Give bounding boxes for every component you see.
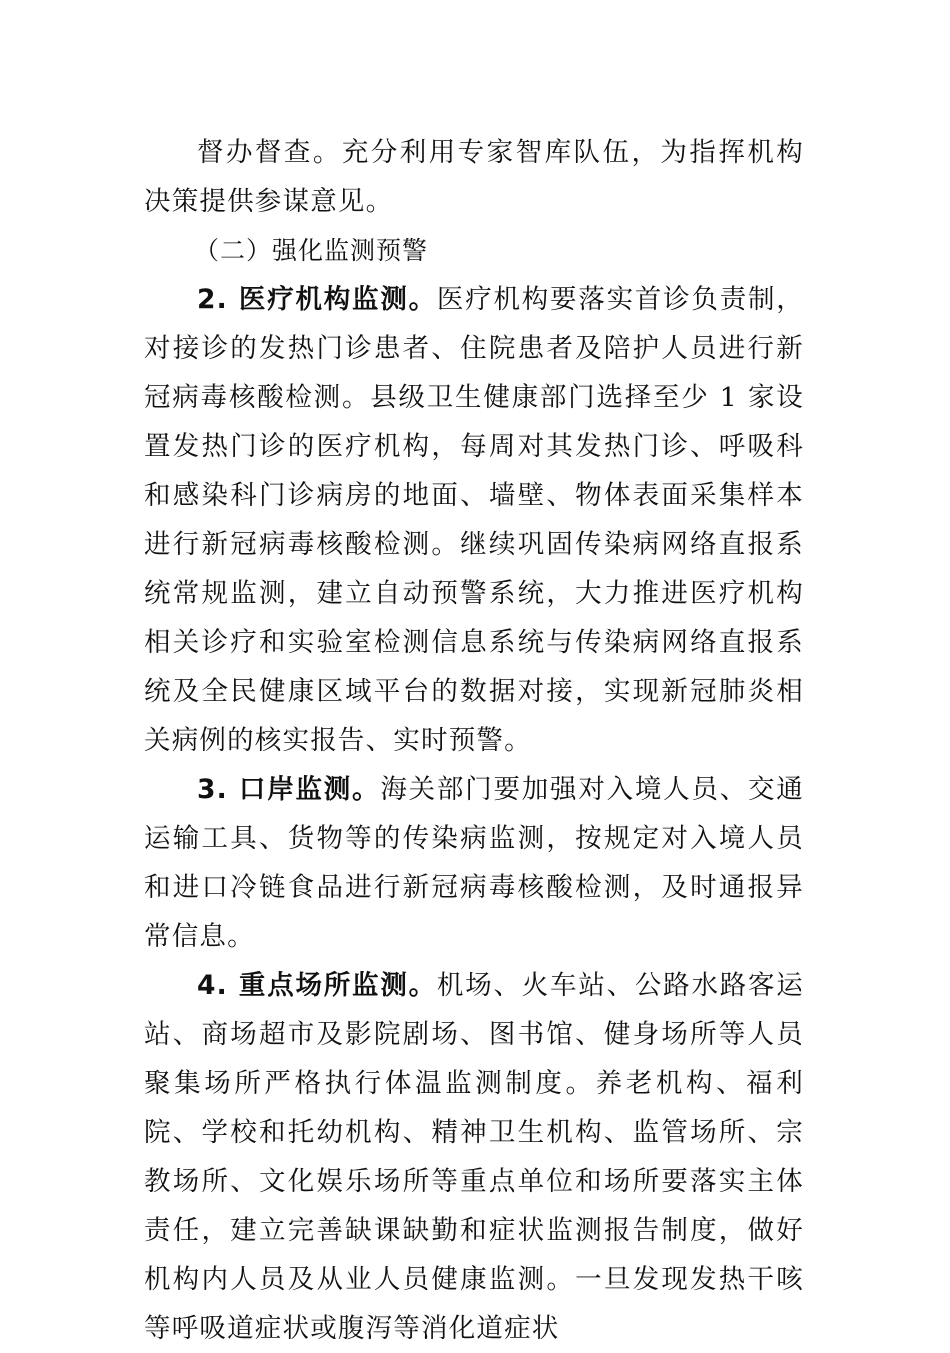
document-body [144,128,804,1353]
paragraph-lead: 3. 口岸监测。 [197,774,381,805]
paragraph-lead: 2. 医疗机构监测。 [197,284,437,315]
paragraph-text: 医疗机构要落实首诊负责制，对接诊的发热门诊患者、住院患者及陪护人员进行新冠病毒核酸检测。县级卫生健康部门选择至少 1 家设置发热门诊的医疗机构，每周对其发热门诊、呼吸科和感染科门诊病房的地面、墙壁、物体表面采集样本进行新冠病毒核酸检测。继续巩固传染病网络直报系统常规监测，建立自动预警系统，大力推进医疗机构相关诊疗和实验室检测信息系统与传染病网络直报系统及全民健康区域平台的数据对接，实现新冠肺炎相关病例的核实报告、实时预警。 [144,284,804,756]
paragraph-text: 督办督查。充分利用专家智库队伍，为指挥机构决策提供参谋意见。 [144,137,804,217]
paragraph-supervision [144,128,804,226]
section-heading [144,226,804,275]
section-heading-text: （二）强化监测预警 [194,236,429,265]
paragraph-text: 海关部门要加强对入境人员、交通运输工具、货物等的传染病监测，按规定对入境人员和进口冷链食品进行新冠病毒核酸检测，及时通报异常信息。 [144,774,805,952]
paragraph-text: 机场、火车站、公路水路客运站、商场超市及影院剧场、图书馆、健身场所等人员聚集场所严格执行体温监测制度。养老机构、福利院、学校和托幼机构、精神卫生机构、监管场所、宗教场所、文化娱乐场所等重点单位和场所要落实主体责任，建立完善缺课缺勤和症状监测报告制度，做好机构内人员及从业人员健康监测。一旦发现发热干咳等呼吸道症状或腹泻等消化道症状 [144,970,804,1344]
paragraph-key-venue-monitoring [144,961,804,1353]
paragraph-medical-institution-monitoring [144,275,804,765]
paragraph-port-monitoring [144,765,804,961]
paragraph-lead: 4. 重点场所监测。 [197,970,437,1001]
